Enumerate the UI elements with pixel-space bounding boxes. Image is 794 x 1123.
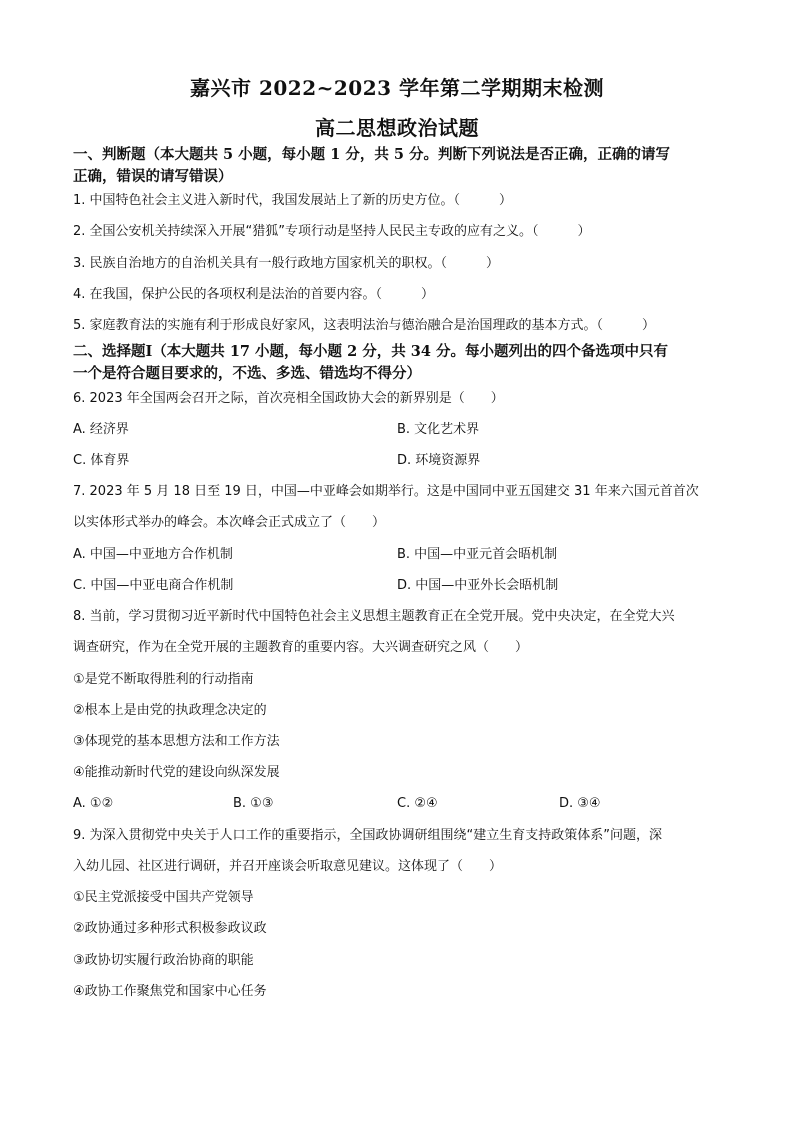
q6-option-a: A. 经济界 bbox=[73, 422, 129, 437]
question-9-stem-line1: 9. 为深入贯彻党中央关于人口工作的重要指示，全国政协调研组围绕“建立生育支持政策体系”问题，深 bbox=[73, 828, 663, 843]
section2-heading-line1: 二、选择题Ⅰ（本大题共 17 小题，每小题 2 分，共 34 分。每小题列出的四个备选项中只有 bbox=[73, 343, 669, 360]
q8-statement-4: ④能推动新时代党的建设向纵深发展 bbox=[73, 765, 280, 780]
q7-option-d: D. 中国—中亚外长会晤机制 bbox=[397, 578, 559, 593]
q9-statement-3: ③政协切实履行政治协商的职能 bbox=[73, 953, 254, 968]
q8-option-c: C. ②④ bbox=[397, 796, 438, 811]
section2-heading-line2: 一个是符合题目要求的，不选、多选、错选均不得分） bbox=[73, 365, 421, 382]
section1-heading-line2: 正确，错误的请写错误） bbox=[73, 168, 233, 185]
q8-option-a: A. ①② bbox=[73, 796, 114, 811]
q9-statement-1: ①民主党派接受中国共产党领导 bbox=[73, 890, 254, 905]
q8-option-b: B. ①③ bbox=[233, 796, 274, 811]
exam-subtitle: 高二思想政治试题 bbox=[315, 116, 479, 140]
q9-statement-2: ②政协通过多种形式积极参政议政 bbox=[73, 921, 267, 936]
q6-option-d: D. 环境资源界 bbox=[397, 453, 481, 468]
question-7-stem-line2: 以实体形式举办的峰会。本次峰会正式成立了（ ） bbox=[73, 515, 386, 530]
q8-statement-2: ②根本上是由党的执政理念决定的 bbox=[73, 703, 267, 718]
question-7-stem-line1: 7. 2023 年 5 月 18 日至 19 日，中国—中亚峰会如期举行。这是中国同中亚五国建交 31 年来六国元首首次 bbox=[73, 484, 699, 499]
q8-statement-3: ③体现党的基本思想方法和工作方法 bbox=[73, 734, 280, 749]
exam-title: 嘉兴市 2022~2023 学年第二学期期末检测 bbox=[189, 76, 604, 100]
q7-option-b: B. 中国—中亚元首会晤机制 bbox=[397, 547, 558, 562]
section1-heading-line1: 一、判断题（本大题共 5 小题，每小题 1 分，共 5 分。判断下列说法是否正确，正确的请写 bbox=[73, 146, 671, 163]
q6-option-c: C. 体育界 bbox=[73, 453, 130, 468]
judge-question-4: 4. 在我国，保护公民的各项权利是法治的首要内容。（ ） bbox=[73, 287, 435, 302]
judge-question-5: 5. 家庭教育法的实施有利于形成良好家风，这表明法治与德治融合是治国理政的基本方式。（ ） bbox=[73, 318, 656, 333]
q9-statement-4: ④政协工作聚焦党和国家中心任务 bbox=[73, 984, 267, 999]
q8-option-d: D. ③④ bbox=[559, 796, 601, 811]
judge-question-1: 1. 中国特色社会主义进入新时代，我国发展站上了新的历史方位。（ ） bbox=[73, 193, 513, 208]
q7-option-c: C. 中国—中亚电商合作机制 bbox=[73, 578, 234, 593]
question-9-stem-line2: 入幼儿园、社区进行调研，并召开座谈会听取意见建议。这体现了（ ） bbox=[73, 859, 503, 874]
q6-option-b: B. 文化艺术界 bbox=[397, 422, 480, 437]
q7-option-a: A. 中国—中亚地方合作机制 bbox=[73, 547, 233, 562]
judge-question-3: 3. 民族自治地方的自治机关具有一般行政地方国家机关的职权。（ ） bbox=[73, 256, 500, 271]
question-6-stem: 6. 2023 年全国两会召开之际，首次亮相全国政协大会的新界别是（ ） bbox=[73, 391, 504, 406]
q8-statement-1: ①是党不断取得胜利的行动指南 bbox=[73, 672, 254, 687]
question-8-stem-line1: 8. 当前，学习贯彻习近平新时代中国特色社会主义思想主题教育正在全党开展。党中央决定，在全党大兴 bbox=[73, 609, 675, 624]
question-8-stem-line2: 调查研究，作为在全党开展的主题教育的重要内容。大兴调查研究之风（ ） bbox=[73, 640, 529, 655]
judge-question-2: 2. 全国公安机关持续深入开展“猎狐”专项行动是坚持人民民主专政的应有之义。（ ） bbox=[73, 224, 591, 239]
